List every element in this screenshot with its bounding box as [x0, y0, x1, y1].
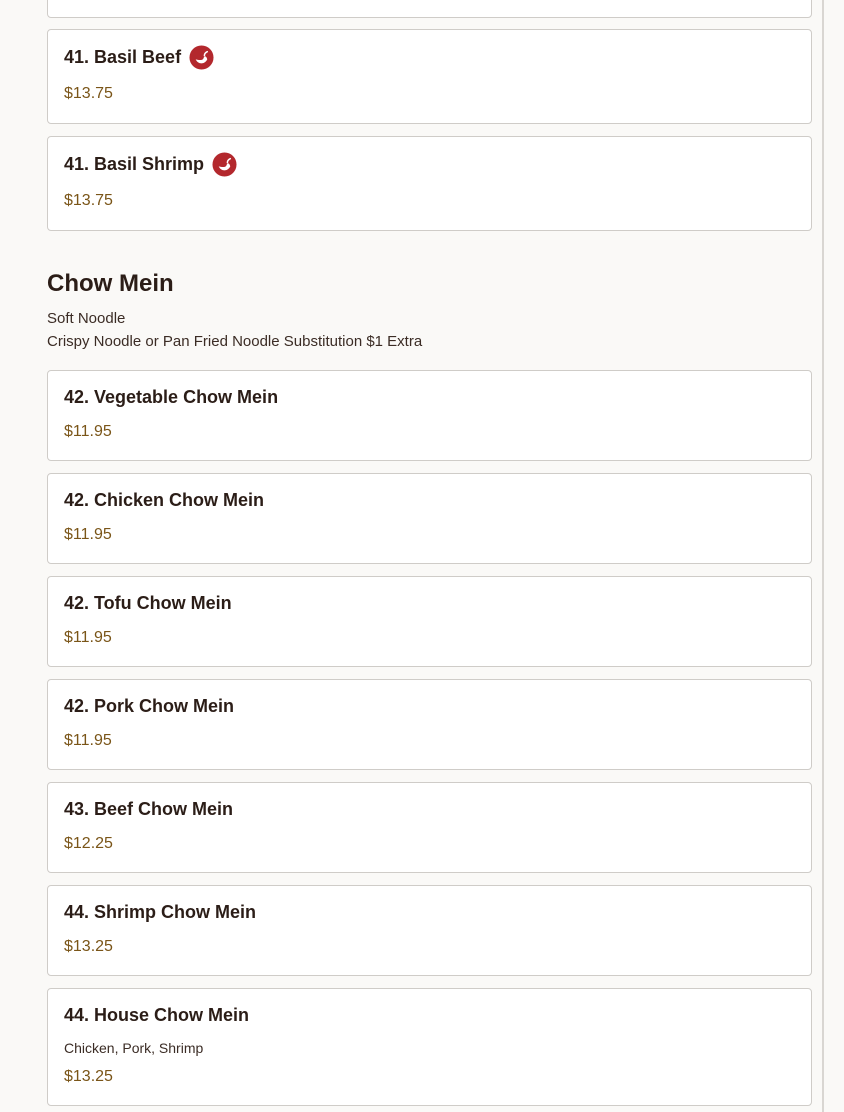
menu-item-description: Chicken, Pork, Shrimp — [64, 1040, 204, 1056]
menu-item-name: 42. Pork Chow Mein — [64, 696, 235, 716]
spicy-pepper-icon — [189, 45, 214, 70]
menu-item-price: $13.25 — [64, 938, 113, 955]
menu-item-name: 44. House Chow Mein — [64, 1005, 250, 1025]
menu-item-price: $13.75 — [64, 192, 113, 209]
menu-item-price: $13.25 — [64, 1068, 113, 1085]
menu-item-name: 42. Chicken Chow Mein — [64, 490, 265, 510]
menu-item-card-partial[interactable] — [47, 0, 812, 18]
menu-item-card[interactable] — [47, 679, 812, 770]
spicy-pepper-icon — [212, 152, 237, 177]
menu-item-card[interactable] — [47, 988, 812, 1106]
menu-item-price: $13.75 — [64, 85, 113, 102]
menu-item-price: $12.25 — [64, 835, 113, 852]
menu-item-name: 41. Basil Beef — [64, 47, 182, 67]
menu-item-card[interactable] — [47, 136, 812, 231]
menu-item-card[interactable] — [47, 473, 812, 564]
menu-item-card[interactable] — [47, 29, 812, 124]
menu-item-card[interactable] — [47, 885, 812, 976]
menu-item-title — [64, 45, 214, 70]
menu-item-price: $11.95 — [64, 629, 112, 646]
section-title: Chow Mein — [47, 270, 174, 297]
menu-item-card[interactable] — [47, 782, 812, 873]
section-subtitle-line: Soft Noodle — [47, 310, 126, 327]
scroll-edge-divider — [822, 0, 824, 1112]
menu-item-title — [64, 152, 237, 177]
menu-item-price: $11.95 — [64, 526, 112, 543]
menu-item-name: 44. Shrimp Chow Mein — [64, 902, 257, 922]
section-subtitle-line: Crispy Noodle or Pan Fried Noodle Substitution $1 Extra — [47, 333, 423, 350]
menu-item-card[interactable] — [47, 370, 812, 461]
menu-item-card[interactable] — [47, 576, 812, 667]
menu-item-price: $11.95 — [64, 423, 112, 440]
menu-item-name: 43. Beef Chow Mein — [64, 799, 234, 819]
menu-item-name: 42. Vegetable Chow Mein — [64, 387, 279, 407]
menu-item-name: 42. Tofu Chow Mein — [64, 593, 232, 613]
menu-item-price: $11.95 — [64, 732, 112, 749]
menu-item-name: 41. Basil Shrimp — [64, 154, 205, 174]
